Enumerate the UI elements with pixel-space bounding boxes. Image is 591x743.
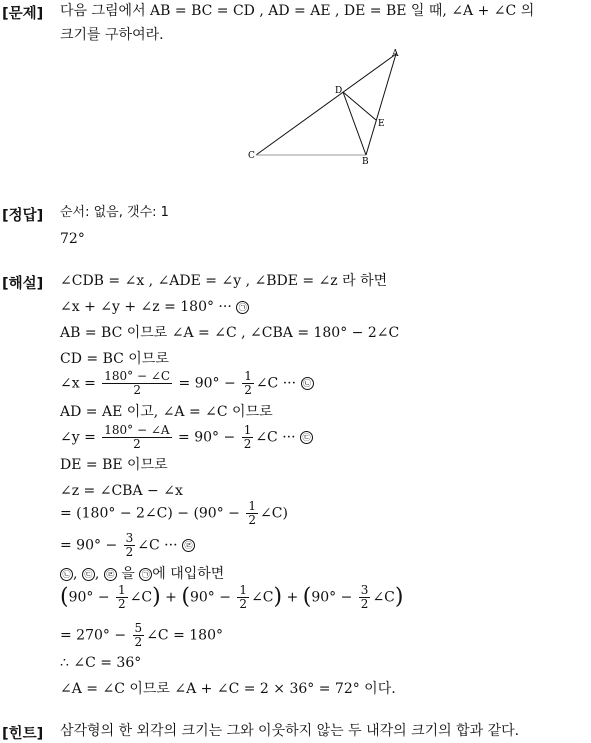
- label-e: E: [378, 119, 385, 129]
- circled-1: ㉠: [236, 301, 249, 314]
- answer-line-1: 순서: 없음, 갯수: 1: [60, 205, 169, 220]
- solution-line-9: ∠z = ∠CBA − ∠x: [60, 483, 183, 499]
- eq-part: ∠C: [129, 589, 153, 606]
- answer-value: 72°: [60, 231, 85, 247]
- hint-text: 삼각형의 한 외각의 크기는 그와 이웃하지 않는 두 내각의 크기의 합과 같다.: [60, 723, 520, 739]
- circled-2: ㉡: [60, 568, 73, 581]
- fraction-half: $\frac{1}{2}$: [239, 583, 248, 611]
- substitute-text: 에 대입하면: [152, 566, 225, 582]
- solution-line-2: [60, 298, 249, 316]
- segment-ab: [366, 54, 396, 155]
- x-eq: ∠x =: [60, 375, 96, 392]
- answer-tag: [정답]: [2, 208, 44, 224]
- fraction-half: $\frac{1}{2}$: [243, 423, 252, 451]
- fraction: $\frac{180^\circ - \angle A}{2}$: [104, 423, 170, 451]
- triangle-figure: [240, 44, 410, 169]
- label-d: D: [335, 86, 343, 96]
- solution-line-4: CD = BC 이므로: [60, 351, 169, 367]
- eq-part: ∠C: [251, 589, 274, 606]
- solution-line-7: [60, 424, 313, 451]
- solution-line-5: [60, 370, 314, 397]
- solution-line-6: AD = AE 이고, ∠A = ∠C 이므로: [60, 404, 273, 420]
- eq-part: ∠C ···: [255, 429, 296, 446]
- circled-3: ㉢: [300, 431, 313, 444]
- problem-text-1: 다음 그림에서 AB = BC = CD , AD = AE , DE = BE 일 때, ∠A + ∠C 의: [60, 3, 535, 19]
- fraction-three-halves: $\frac{3}{2}$: [125, 531, 134, 559]
- hint-tag: [힌트]: [2, 726, 44, 742]
- solution-tag: [해설]: [2, 276, 44, 292]
- circled-2: ㉡: [301, 377, 314, 390]
- eq-part: = (180° − 2∠C) − (90° −: [60, 505, 240, 522]
- label-c: C: [248, 151, 255, 161]
- segment-ca: [256, 54, 396, 155]
- eq-part: ∠C): [260, 505, 288, 522]
- problem-line-2: 크기를 구하여라.: [60, 27, 164, 43]
- eq-part: = 90° −: [60, 537, 118, 554]
- solution-line-3: AB = BC 이므로 ∠A = ∠C , ∠CBA = 180° − 2∠C: [60, 325, 400, 341]
- eq-part: ∠C = 180°: [146, 627, 223, 644]
- solution-line-8: DE = BE 이므로: [60, 457, 168, 473]
- circled-4: ㉣: [104, 568, 117, 581]
- fraction-three-halves: $\frac{3}{2}$: [360, 583, 369, 611]
- eq-part: = 270° −: [60, 627, 127, 644]
- circled-4: ㉣: [182, 539, 195, 552]
- fraction-half: $\frac{1}{2}$: [248, 499, 256, 527]
- eq-part: = 90° −: [178, 429, 236, 446]
- circled-3: ㉢: [82, 568, 95, 581]
- eq-part: 90° −: [311, 589, 353, 606]
- eq-part: ∠C ···: [255, 375, 297, 392]
- eq-part: ∠C ···: [137, 537, 178, 554]
- solution-line-13: (90° − $\frac{1}{2}$ ∠C) + (90° − $\frac{1}{2}$ ∠C) + (90° − $\frac{3}{2}$ ∠C): [60, 583, 404, 611]
- fraction-half: $\frac{1}{2}$: [118, 583, 126, 611]
- eq-part: 90° −: [189, 589, 231, 606]
- eq-part: = 90° −: [178, 375, 236, 392]
- solution-line-11: [60, 532, 195, 559]
- solution-line-12: ㉡ , ㉢ , ㉣ 을 ㉠ 에 대입하면: [60, 565, 224, 583]
- fraction-half: $\frac{1}{2}$: [244, 369, 252, 397]
- circled-1: ㉠: [139, 568, 152, 581]
- y-eq: ∠y =: [60, 429, 96, 446]
- eq-part: ∠C: [372, 589, 395, 606]
- problem-line-1: [60, 2, 534, 20]
- problem-tag: [문제]: [2, 6, 44, 22]
- eq-part: 90° −: [68, 589, 110, 606]
- solution-line-16: ∠A = ∠C 이므로 ∠A + ∠C = 2 × 36° = 72° 이다.: [60, 681, 396, 697]
- label-a: A: [392, 49, 399, 59]
- solution-line-15: ∴ ∠C = 36°: [60, 655, 142, 671]
- fraction-five-halves: $\frac{5}{2}$: [134, 621, 143, 649]
- label-b: B: [362, 157, 369, 167]
- solution-line-10: [60, 500, 288, 527]
- solution-line-1: ∠CDB = ∠x , ∠ADE = ∠y , ∠BDE = ∠z 라 하면: [60, 273, 388, 289]
- solution-line-14: [60, 622, 223, 649]
- fraction: $\frac{180^\circ - \angle C}{2}$: [104, 369, 171, 397]
- eq-sum: ∠x + ∠y + ∠z = 180° ···: [60, 299, 232, 315]
